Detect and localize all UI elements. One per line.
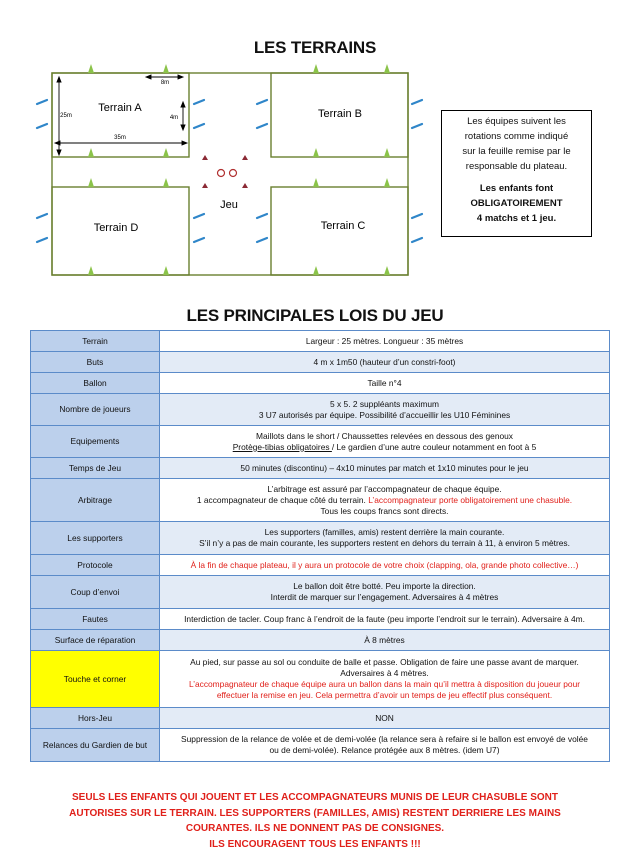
row-label: Coup d’envoi — [31, 576, 160, 609]
info-line: Les équipes suivent les — [467, 116, 566, 127]
dimension-arrows — [55, 75, 187, 155]
footer-line: AUTORISES SUR LE TERRAIN. LES SUPPORTERS (FAMILLES, AMIS) RESTENT DERRIERE LES MAINS — [69, 807, 561, 819]
row-label: Terrain — [31, 331, 160, 352]
triangle-marker-icon — [242, 183, 248, 188]
row-value: 4 m x 1m50 (hauteur d’un constri-foot) — [160, 352, 610, 373]
row-value: Taille n°4 — [160, 373, 610, 394]
row-label: Relances du Gardien de but — [31, 729, 160, 762]
table-row — [31, 426, 610, 458]
field-c-label: Terrain C — [320, 220, 366, 232]
table-row — [31, 331, 610, 352]
row-label: Equipements — [31, 426, 160, 458]
game-area-label: Jeu — [220, 199, 238, 211]
table-row — [31, 394, 610, 426]
row-value: À 8 mètres — [160, 630, 610, 651]
row-label: Les supporters — [31, 522, 160, 555]
row-label: Buts — [31, 352, 160, 373]
dim-25m-label: 25m — [60, 113, 72, 119]
table-row — [31, 352, 610, 373]
row-value: Largeur : 25 mètres. Longueur : 35 mètres — [160, 331, 610, 352]
cones — [88, 64, 390, 275]
field-a-label: Terrain A — [98, 102, 142, 114]
row-value: Au pied, sur passe au sol ou conduite de balle et passe. Obligation de faire une passe avant de marquer. Adversaires à 4 mètres. L’accompagnateur de chaque équipe aura un ballon dans la main qu’il mettra à disposition du joueur pour effectuer la remise en jeu. Cela permettra d’avoir un temps de jeu effectif plus conséquent. — [160, 651, 610, 708]
table-row — [31, 630, 610, 651]
row-value: À la fin de chaque plateau, il y aura un protocole de votre choix (clapping, ola, grande photo collective…) — [160, 555, 610, 576]
row-value: Le ballon doit être botté. Peu importe la direction. Interdit de marquer sur l’engagement. Adversaires à 4 mètres — [160, 576, 610, 609]
triangle-marker-icon — [202, 155, 208, 160]
row-value: Interdiction de tacler. Coup franc à l’endroit de la faute (peu importe l’endroit sur le terrain). Adversaire à 4m. — [160, 609, 610, 630]
table-row — [31, 708, 610, 729]
footer-line: SEULS LES ENFANTS QUI JOUENT ET LES ACCOMPAGNATEURS MUNIS DE LEUR CHASUBLE SONT — [72, 792, 558, 803]
row-value: Suppression de la relance de volée et de demi-volée (la relance sera à refaire si le ballon est envoyé de volée ou de demi-volée). Relance protégée aux 8 mètres. (idem U7) — [160, 729, 610, 762]
circle-marker-icon — [230, 170, 237, 177]
row-label: Hors-Jeu — [31, 708, 160, 729]
page-title: LES TERRAINS — [253, 38, 377, 57]
dim-4m-label: 4m — [169, 115, 179, 121]
row-value: 5 x 5. 2 suppléants maximum 3 U7 autorisés par équipe. Possibilité d’accueillir les U10 Féminines — [160, 394, 610, 426]
row-label: Fautes — [31, 609, 160, 630]
row-value: Maillots dans le short / Chaussettes relevées en dessous des genoux Protège-tibias obligatoires / Le gardien d’une autre couleur notamment en foot à 5 — [160, 426, 610, 458]
row-label: Ballon — [31, 373, 160, 394]
info-line: responsable du plateau. — [465, 161, 568, 172]
table-row — [31, 479, 610, 522]
info-line: sur la feuille remise par le — [462, 146, 571, 157]
row-value: L’arbitrage est assuré par l’accompagnateur de chaque équipe. 1 accompagnateur de chaque côté du terrain. L’accompagnateur porte obligatoirement une chasuble. Tous les coups francs sont directs. — [160, 479, 610, 522]
info-bold-line: OBLIGATOIREMENT — [470, 198, 563, 209]
info-bold-line: 4 matchs et 1 jeu. — [476, 213, 557, 224]
table-row — [31, 373, 610, 394]
table-row — [31, 555, 610, 576]
footer-warning — [20, 790, 610, 852]
row-label: Surface de réparation — [31, 630, 160, 651]
dim-8m-label: 8m — [160, 80, 170, 86]
table-row — [31, 458, 610, 479]
row-label: Nombre de joueurs — [31, 394, 160, 426]
dim-35m-label: 35m — [114, 135, 126, 141]
row-value: NON — [160, 708, 610, 729]
row-value: 50 minutes (discontinu) – 4x10 minutes par match et 1x10 minutes pour le jeu — [160, 458, 610, 479]
footer-line: ILS ENCOURAGENT TOUS LES ENFANTS !!! — [209, 838, 421, 850]
info-line: rotations comme indiqué — [464, 131, 569, 142]
rotation-info-box — [441, 110, 592, 237]
triangle-marker-icon — [242, 155, 248, 160]
row-label: Touche et corner — [31, 651, 160, 708]
row-label: Protocole — [31, 555, 160, 576]
table-row — [31, 729, 610, 762]
laws-title: LES PRINCIPALES LOIS DU JEU — [186, 306, 444, 325]
row-label: Arbitrage — [31, 479, 160, 522]
field-d-label: Terrain D — [93, 222, 139, 234]
row-label: Temps de Jeu — [31, 458, 160, 479]
triangle-marker-icon — [202, 183, 208, 188]
table-row — [31, 522, 610, 555]
laws-table — [30, 330, 610, 762]
field-b-label: Terrain B — [317, 108, 363, 120]
info-bold-line: Les enfants font — [479, 183, 554, 194]
row-value: Les supporters (familles, amis) restent derrière la main courante. S’il n’y a pas de main courante, les supporters restent en dehors du terrain à 11, à environ 5 mètres. — [160, 522, 610, 555]
footer-line: COURANTES. ILS NE DONNENT PAS DE CONSIGNES. — [185, 823, 445, 834]
table-row — [31, 651, 610, 708]
table-row — [31, 609, 610, 630]
table-row — [31, 576, 610, 609]
circle-marker-icon — [218, 170, 225, 177]
